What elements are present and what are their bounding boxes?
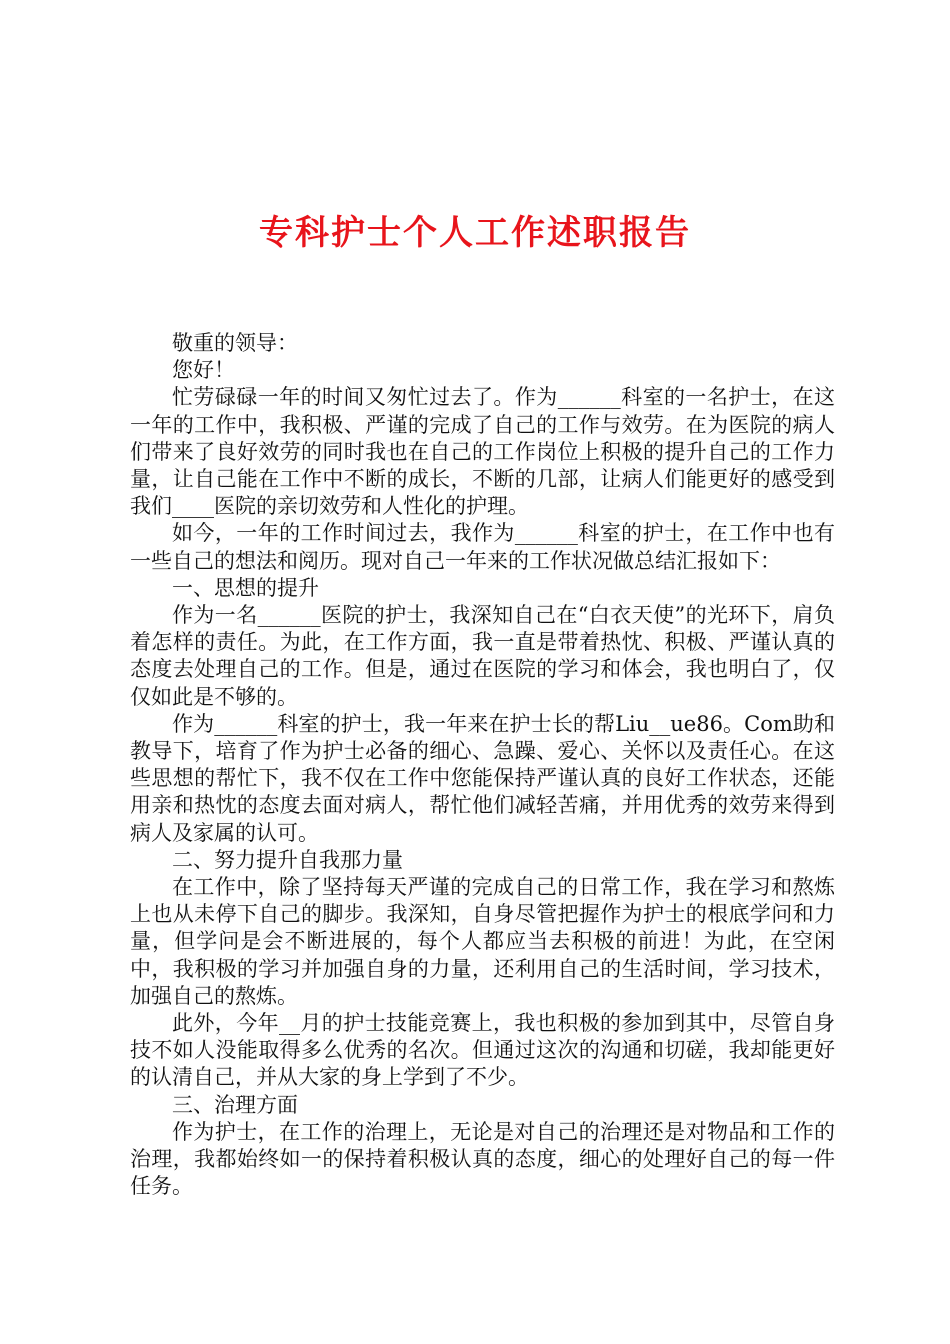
- paragraph: 忙劳碌碌一年的时间又匆忙过去了。作为______科室的一名护士，在这一年的工作中，我积极、严谨的完成了自己的工作与效劳。在为医院的病人们带来了良好效劳的同时我也在自己的工作岗位上积极的提升自己的工作力量，让自己能在工作中不断的成长，不断的几部，让病人们能更好的感受到我们____医院的亲切效劳和人性化的护理。: [130, 385, 835, 519]
- section-heading: 一、思想的提升: [172, 575, 319, 600]
- paragraph: 作为一名______医院的护士，我深知自己在“白衣天使”的光环下，肩负着怎样的责任。为此，在工作方面，我一直是带着热忱、积极、严谨认真的态度去处理自己的工作。但是，通过在医院的学习和体会，我也明白了，仅仅如此是不够的。: [130, 603, 835, 709]
- paragraph: 此外，今年__月的护士技能竞赛上，我也积极的参加到其中，尽管自身技不如人没能取得多么优秀的名次。但通过这次的沟通和切磋，我却能更好的认清自己，并从大家的身上学到了不少。: [130, 1011, 835, 1090]
- paragraph: 作为______科室的护士，我一年来在护士长的帮Liu__ue86。Com助和教导下，培育了作为护士必备的细心、急躁、爱心、关怀以及责任心。在这些思想的帮忙下，我不仅在工作中您能保持严谨认真的良好工作状态，还能用亲和热忱的态度去面对病人，帮忙他们减轻苦痛，并用优秀的效劳来得到病人及家属的认可。: [130, 711, 835, 845]
- section-heading: 二、努力提升自我那力量: [172, 847, 403, 872]
- paragraph: 在工作中，除了坚持每天严谨的完成自己的日常工作，我在学习和熬炼上也从未停下自己的脚步。我深知，自身尽管把握作为护士的根底学问和力量，但学问是会不断进展的，每个人都应当去积极的前进！为此，在空闲中，我积极的学习并加强自身的力量，还利用自己的生活时间，学习技术，加强自己的熬炼。: [130, 875, 835, 1008]
- paragraph: 作为护士，在工作的治理上，无论是对自己的治理还是对物品和工作的治理，我都始终如一的保持着积极认真的态度，细心的处理好自己的每一件任务。: [130, 1119, 835, 1199]
- document-title: 专科护士个人工作述职报告: [259, 213, 691, 253]
- greeting: 您好！: [172, 358, 235, 383]
- paragraph: 如今，一年的工作时间过去，我作为______科室的护士，在工作中也有一些自己的想法和阅历。现对自己一年来的工作状况做总结汇报如下：: [130, 521, 835, 573]
- section-heading: 三、治理方面: [172, 1092, 298, 1117]
- salutation: 敬重的领导：: [172, 331, 298, 355]
- document-body: [130, 330, 835, 1201]
